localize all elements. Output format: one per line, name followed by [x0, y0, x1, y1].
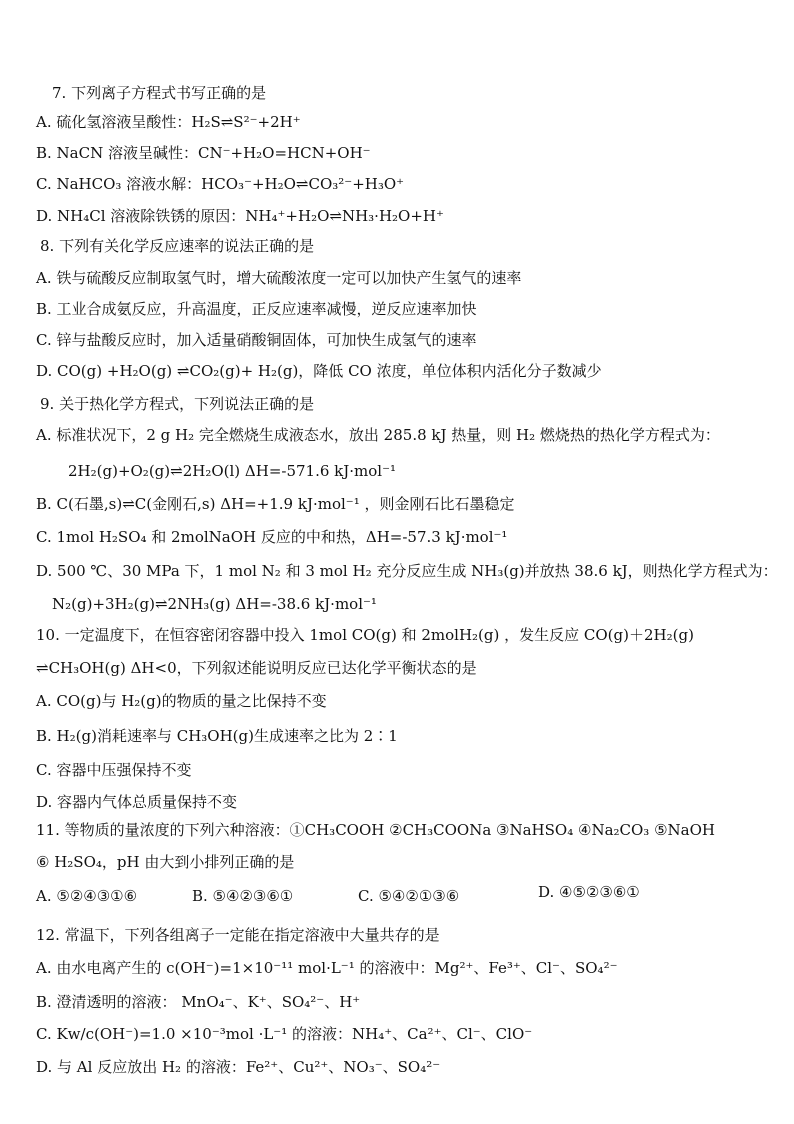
q11-option-c: C. ⑤④②①③⑥ [358, 887, 460, 905]
q7-option-b: B. NaCN 溶液呈碱性：CN⁻+H₂O=HCN+OH⁻ [36, 144, 371, 162]
q12-stem: 12. 常温下，下列各组离子一定能在指定溶液中大量共存的是 [36, 926, 440, 944]
q12-option-a: A. 由水电离产生的 c(OH⁻)=1×10⁻¹¹ mol·L⁻¹ 的溶液中：Mg²⁺、Fe³⁺、Cl⁻、SO₄²⁻ [36, 959, 618, 977]
q10-option-d: D. 容器内气体总质量保持不变 [36, 793, 238, 811]
q11-stem-continued: ⑥ H₂SO₄，pH 由大到小排列正确的是 [36, 853, 295, 871]
q9-option-d: D. 500 ℃、30 MPa 下，1 mol N₂ 和 3 mol H₂ 充分反应生成 NH₃(g)并放热 38.6 kJ，则热化学方程式为： [36, 562, 778, 580]
q8-option-b: B. 工业合成氨反应，升高温度，正反应速率减慢，逆反应速率加快 [36, 300, 477, 318]
q9-option-c: C. 1mol H₂SO₄ 和 2molNaOH 反应的中和热，ΔH=-57.3 kJ·mol⁻¹ [36, 528, 508, 546]
q11-option-b: B. ⑤④②③⑥① [192, 887, 294, 905]
q7-option-d: D. NH₄Cl 溶液除铁锈的原因：NH₄⁺+H₂O⇌NH₃·H₂O+H⁺ [36, 207, 444, 225]
q10-stem: 10. 一定温度下，在恒容密闭容器中投入 1mol CO(g) 和 2molH₂(g) ，发生反应 CO(g)＋2H₂(g) [36, 626, 694, 644]
q8-option-d: D. CO(g) +H₂O(g) ⇌CO₂(g)+ H₂(g)，降低 CO 浓度，单位体积内活化分子数减少 [36, 362, 602, 380]
q11-option-d: D. ④⑤②③⑥① [538, 883, 640, 901]
q10-option-c: C. 容器中压强保持不变 [36, 761, 192, 779]
q10-option-b: B. H₂(g)消耗速率与 CH₃OH(g)生成速率之比为 2∶1 [36, 727, 398, 745]
q10-option-a: A. CO(g)与 H₂(g)的物质的量之比保持不变 [36, 692, 327, 710]
q9-option-d-equation: N₂(g)+3H₂(g)⇌2NH₃(g) ΔH=-38.6 kJ·mol⁻¹ [52, 595, 377, 613]
q12-option-d: D. 与 Al 反应放出 H₂ 的溶液：Fe²⁺、Cu²⁺、NO₃⁻、SO₄²⁻ [36, 1058, 441, 1076]
q9-option-a-equation: 2H₂(g)+O₂(g)⇌2H₂O(l) ΔH=-571.6 kJ·mol⁻¹ [68, 462, 397, 480]
q7-option-c: C. NaHCO₃ 溶液水解：HCO₃⁻+H₂O⇌CO₃²⁻+H₃O⁺ [36, 175, 405, 193]
q7-stem: 7. 下列离子方程式书写正确的是 [52, 84, 267, 102]
q10-stem-continued: ⇌CH₃OH(g) ΔH<0，下列叙述能说明反应已达化学平衡状态的是 [36, 659, 477, 677]
q7-option-a: A. 硫化氢溶液呈酸性：H₂S⇌S²⁻+2H⁺ [36, 113, 301, 131]
q8-option-a: A. 铁与硫酸反应制取氢气时，增大硫酸浓度一定可以加快产生氢气的速率 [36, 269, 522, 287]
q11-option-a: A. ⑤②④③①⑥ [36, 887, 138, 905]
q9-option-a: A. 标准状况下，2 g H₂ 完全燃烧生成液态水，放出 285.8 kJ 热量，则 H₂ 燃烧热的热化学方程式为： [36, 426, 720, 444]
q12-option-b: B. 澄清透明的溶液： MnO₄⁻、K⁺、SO₄²⁻、H⁺ [36, 993, 361, 1011]
q8-stem: 8. 下列有关化学反应速率的说法正确的是 [40, 237, 315, 255]
q9-option-b: B. C(石墨,s)⇌C(金刚石,s) ΔH=+1.9 kJ·mol⁻¹ ，则金刚石比石墨稳定 [36, 495, 515, 513]
q8-option-c: C. 锌与盐酸反应时，加入适量硝酸铜固体，可加快生成氢气的速率 [36, 331, 477, 349]
q9-stem: 9. 关于热化学方程式，下列说法正确的是 [40, 395, 315, 413]
q11-stem: 11. 等物质的量浓度的下列六种溶液：①CH₃COOH ②CH₃COONa ③NaHSO₄ ④Na₂CO₃ ⑤NaOH [36, 821, 715, 839]
q12-option-c: C. Kw/c(OH⁻)=1.0 ×10⁻³mol ·L⁻¹ 的溶液：NH₄⁺、Ca²⁺、Cl⁻、ClO⁻ [36, 1025, 533, 1043]
